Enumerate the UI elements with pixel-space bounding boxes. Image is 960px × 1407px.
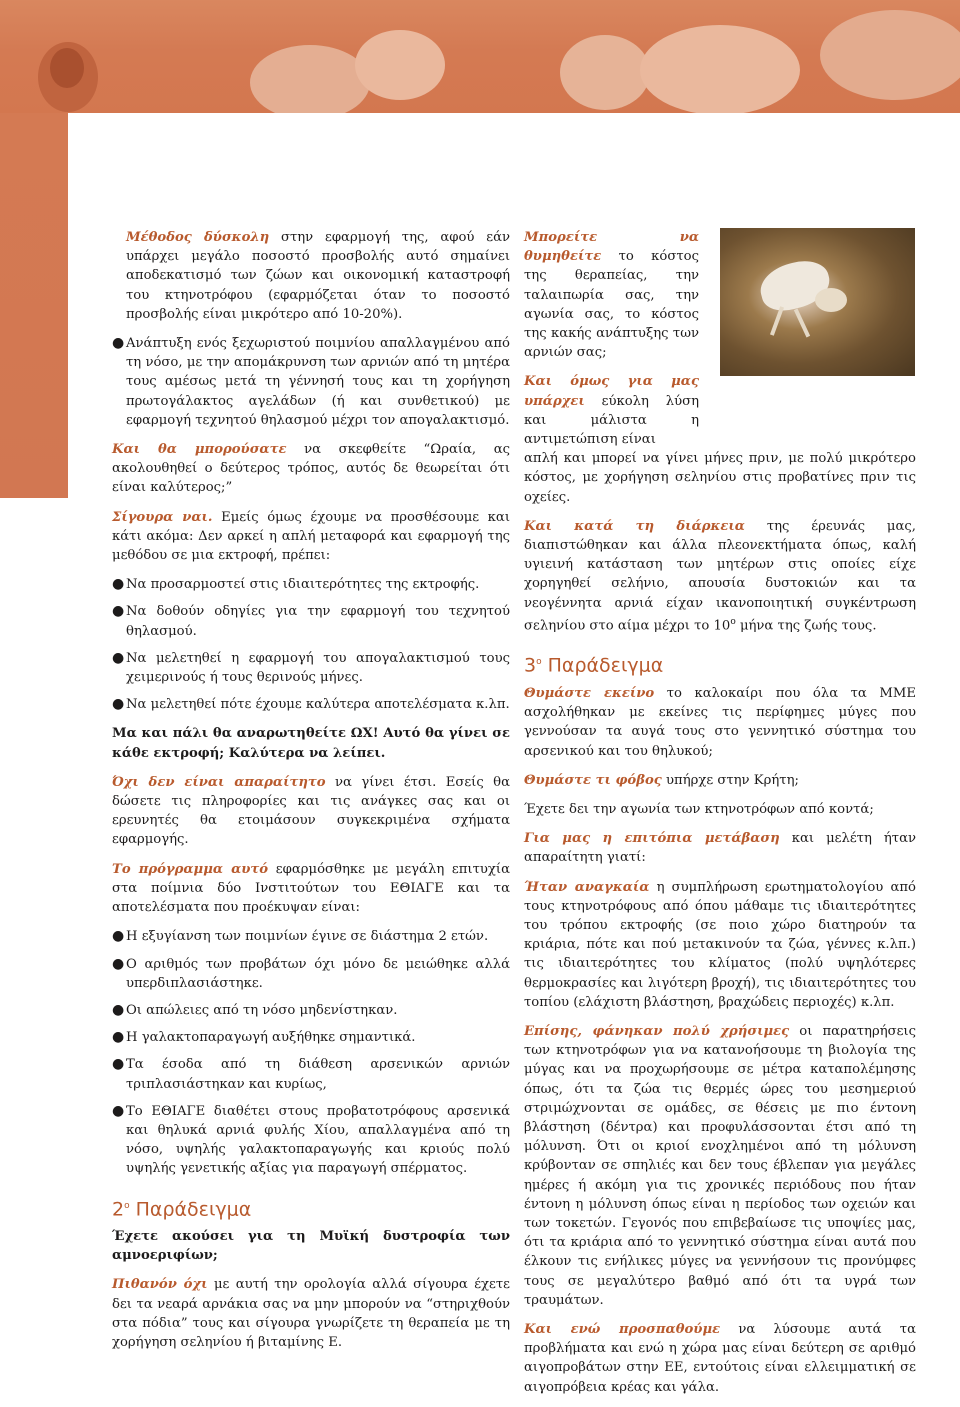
paragraph [524, 684, 916, 761]
text: και μελέτη ήταν απαραίτητη γιατί: [524, 831, 916, 866]
highlight: Όχι δεν είναι απαραίτητο [112, 774, 326, 790]
text: να γίνει έτσι. Εσείς θα δώσετε τις πληροφορίες και τις ανάγκες σας και οι ερευνητές θα ετοιμάσουν συγκεκριμένα σχήματα εφαρμογής. [112, 774, 510, 848]
bullet-icon: ● [112, 1029, 125, 1046]
text: να λύσουμε αυτά τα προβλήματα και ενώ η χώρα μας είναι δεύτερη σε αριθμό αιγοπροβάτων στην ΕΕ, εντούτοις είναι ελλειμματική σε αιγοπρόβεια κρέας και γάλα. [524, 1322, 916, 1395]
section-heading [112, 1197, 510, 1220]
highlight: Για μας η επιτόπια μετάβαση [524, 831, 780, 847]
paragraph [524, 228, 699, 362]
bullet-icon: ● [112, 576, 125, 593]
bullet-icon: ● [112, 1001, 125, 1018]
list-item [112, 927, 510, 946]
highlight: Μπορείτε να θυμηθείτε [524, 230, 699, 265]
heading-sup: ο [124, 1200, 130, 1211]
text: Τα έσοδα από τη διάθεση αρσενικών αρνιών τριπλασιάστηκαν και κυρίως, [126, 1057, 510, 1092]
list-item [112, 1102, 510, 1179]
text: το καλοκαίρι που όλα τα ΜΜΕ ασχολήθηκαν με εκείνες τις περίφημες μύγες που γεννούσαν τα αυγά τους στο γεννητικό σύστημα του αρσενικού και του θηλυκού; [524, 685, 917, 759]
text: Ανάπτυξη ενός ξεχωριστού ποιμνίου απαλλαγμένου από τη νόσο, με την απομάκρυνση των αρνιών από τη μητέρα τους αμέσως μετά τη γέννησή τους και τη χορήγηση πρωτογάλακτος αγελάδων (ή και συνθετικού) με εφαρμογή τεχνητού θηλασμού μέχρι τον απογαλακτισμό. [126, 336, 510, 428]
paragraph [112, 508, 510, 566]
shepherd-head [50, 48, 84, 88]
text: Εμείς όμως έχουμε να προσθέσουμε και κάτι ακόμα: Δεν αρκεί η απλή μεταφορά και εφαρμογή της μεθόδου σε μια εκτροφή, πρέπει: [112, 509, 511, 564]
paragraph-bold: Μα και πάλι θα αναρωτηθείτε ΩΧ! Αυτό θα γίνει σε κάθε εκτροφή; Καλύτερα να λείπει. [112, 726, 510, 761]
text: να σκεφθείτε “Ωραία, ας ακολουθηθεί ο δεύτερος τρόπος, αυτός δε θεωρείται ότι είναι καλύτερος;” [112, 442, 510, 496]
list-item [112, 649, 510, 687]
heading-sup: ο [536, 657, 542, 668]
heading-text: Παράδειγμα [129, 1197, 252, 1220]
sheep-2 [355, 30, 445, 100]
bullet-icon: ● [112, 1056, 125, 1073]
paragraph [524, 1320, 916, 1397]
bullet-icon: ● [112, 955, 125, 972]
text: στην εφαρμογή της, αφού εάν υπάρχει μεγάλο ποσοστό προσβολής αυτό σημαίνει αποδεκατισμό των ζώων και οικονομική καταστροφή του κτηνοτρόφου (εφαρμόζεται όταν το ποσοστό προσβολής είναι μικρότερο από 10-20%). [126, 230, 510, 322]
side-photo-strip [0, 113, 68, 498]
list-item [112, 1055, 510, 1093]
text: υπήρχε στην Κρήτη; [661, 772, 799, 788]
list-item [112, 575, 510, 594]
highlight: Σίγουρα ναι. [112, 509, 213, 525]
highlight: Θυμάστε τι φόβος [524, 772, 662, 788]
paragraph [524, 771, 916, 790]
list-item [112, 1028, 510, 1047]
text: Να μελετηθεί η εφαρμογή του απογαλακτισμού τους χειμερινούς ή τους θερινούς μήνες. [126, 650, 510, 686]
paragraph [112, 860, 510, 918]
bullet-icon: ● [112, 1102, 125, 1119]
sheep-5 [820, 10, 960, 100]
list-item [112, 955, 510, 993]
heading-number: 2 [112, 1197, 125, 1220]
paragraph [524, 878, 916, 1012]
list-item [112, 695, 510, 714]
text: οι παρατηρήσεις των κτηνοτρόφων για να κατανοήσουμε τη βιολογία της μύγας και να προχωρήσουμε σε μέτρα καταπολέμησης όπως, ότι τα ζώα τις θερμές ώρες του μεσημεριού στριμώχνονται σε ομάδες, σε θέσεις με πιο έντονη βλάστηση (δέντρα) και προφυλάσσονται έτσι από τη μόλυνση. Ότι οι κριοί ενοχλημένοι από τη μόλυνση κρύβονταν σε σπηλιές και δεν τους έβλεπαν για μεγάλες ημέρες ή ακόμη για τις χρονικές περιόδους που ήταν έντονη η μόλυνση όπως είναι η περίοδος των οχειών και των τοκετών. Γεγονός που επιβεβαίωσε τις υποψίες μας, ότι τα κριάρια από το γεννητικό σύστημα είναι αυτά που έλκουν τις ενήλικες μύγες να γεννήσουν τις προνύμφες τους σε μεγαλύτερο βαθμό από ότι τα υγρά των τραυμάτων. [524, 1024, 916, 1308]
sheep-4 [640, 25, 800, 113]
paragraph [524, 1022, 916, 1310]
text: εύκολη λύση και μάλιστα η αντιμετώπιση είναι [524, 393, 699, 448]
text: Οι απώλειες από τη νόσο μηδενίστηκαν. [126, 1002, 398, 1018]
highlight: Και θα μπορούσατε [112, 442, 287, 458]
text: με αυτή την ορολογία αλλά σίγουρα έχετε δει τα νεαρά αρνάκια σας να μην μπορούν να “στηριχθούν στα πόδια” τους και σίγουρα γνωρίζετε τη θεραπεία με τη χορήγηση σεληνίου ή βιταμίνης Ε. [112, 1277, 510, 1351]
list-item [112, 1001, 510, 1020]
bullet-icon: ● [112, 696, 125, 713]
paragraph [524, 517, 916, 636]
text: η συμπλήρωση ερωτηματολογίου από τους κτηνοτρόφους από όπου μάθαμε τις ιδιαιτερότητες του τρόπου εκτροφής (σε ποιο χώρο διατηρούν τα κριάρια, πότε και πού μετακινούν τα ζώα, γέννες κ.λπ.) τις ιδιαιτερότητες του κλίματος (πολύ υψηλότερες θερμοκρασίες και λιγότερη βροχή), τις ιδιαιτερότητες του τοπίου (ελάχιστη βλάστηση, βραχώδεις περιοχές) κ.λπ. [524, 879, 916, 1010]
text: Το ΕΘΙΑΓΕ διαθέτει στους προβατοτρόφους αρσενικά και θηλυκά αρνιά φυλής Χίου, απαλλαγμένα από τη νόσο, υψηλής γαλακτοπαραγωγής και κριούς πολύ υψηλής γενετικής αξίας για παραγωγή σπέρματος. [126, 1103, 510, 1177]
paragraph [524, 829, 916, 867]
heading-number: 3 [524, 654, 537, 677]
paragraph-bold: Έχετε ακούσει για τη Μυϊκή δυστροφία των αμνοεριφίων; [112, 1229, 510, 1264]
text: Να προσαρμοστεί στις ιδιαιτερότητες της εκτροφής. [126, 577, 480, 593]
section-heading [524, 653, 916, 676]
right-column [524, 228, 916, 1407]
paragraph [112, 1275, 510, 1352]
list-item [112, 334, 510, 430]
paragraph [112, 773, 510, 850]
text: απλή και μπορεί να γίνει μήνες πριν, με πολύ μικρότερο κόστος, με χορήγηση σεληνίου στις προβατίνες πριν τις οχείες. [524, 451, 916, 505]
highlight: Και όμως για μας υπάρχει [524, 374, 699, 409]
bullet-icon: ● [112, 603, 125, 620]
superscript: ο [730, 616, 736, 627]
highlight: Το πρόγραμμα αυτό [112, 861, 269, 877]
sheep-1 [250, 45, 370, 113]
sheep-3 [560, 35, 650, 110]
paragraph [524, 372, 916, 506]
paragraph [112, 440, 510, 498]
text: το κόστος της θεραπείας, την ταλαιπωρία σας, την αγωνία σας, το κόστος της κακής ανάπτυξης των αρνιών σας; [524, 249, 699, 361]
text: Ο αριθμός των προβάτων όχι μόνο δε μειώθηκε αλλά υπερδιπλασιάστηκε. [126, 956, 510, 991]
paragraph [112, 228, 510, 324]
header-photo-banner [0, 0, 960, 113]
bullet-icon: ● [112, 649, 125, 666]
text: της έρευνάς μας, διαπιστώθηκαν και άλλα πλεονεκτήματα όπως, καλή υγιεινή κατάσταση των μητέρων στις οποίες είχε χορηγηθεί σελήνιο, απουσία δυστοκιών και τα νεογέννητα αρνιά είχαν ικανοποιητική συγκέντρωση σεληνίου στο αίμα μέχρι το 10 [524, 518, 916, 634]
highlight: Μέθοδος δύσκολη [126, 230, 270, 245]
bullet-icon: ● [112, 928, 125, 945]
heading-text: Παράδειγμα [541, 654, 664, 677]
paragraph: Έχετε δει την αγωνία των κτηνοτρόφων από κοντά; [524, 802, 874, 817]
text: εφαρμόσθηκε με μεγάλη επιτυχία στα ποίμνια δύο Ινστιτούτων του ΕΘΙΑΓΕ και τα αποτελέσματα που προέκυψαν είναι: [112, 861, 510, 916]
text: Να μελετηθεί πότε έχουμε καλύτερα αποτελέσματα κ.λπ. [126, 697, 510, 713]
highlight: Επίσης, φάνηκαν πολύ χρήσιμες [524, 1024, 790, 1040]
list-item [112, 602, 510, 640]
text: Η εξυγίανση των ποιμνίων έγινε σε διάστημα 2 ετών. [126, 929, 489, 945]
highlight: Και ενώ προσπαθούμε [524, 1322, 721, 1338]
highlight: Πιθανόν όχι [112, 1277, 208, 1293]
text: Η γαλακτοπαραγωγή αυξήθηκε σημαντικά. [126, 1030, 416, 1046]
highlight: Ήταν αναγκαία [524, 879, 650, 895]
left-column [112, 228, 510, 1362]
bullet-icon: ● [112, 335, 125, 352]
text: Να δοθούν οδηγίες για την εφαρμογή του τεχνητού θηλασμού. [126, 604, 510, 639]
highlight: Θυμάστε εκείνο [524, 685, 655, 701]
text: μήνα της ζωής τους. [735, 618, 877, 634]
highlight: Και κατά τη διάρκεια [524, 518, 745, 534]
